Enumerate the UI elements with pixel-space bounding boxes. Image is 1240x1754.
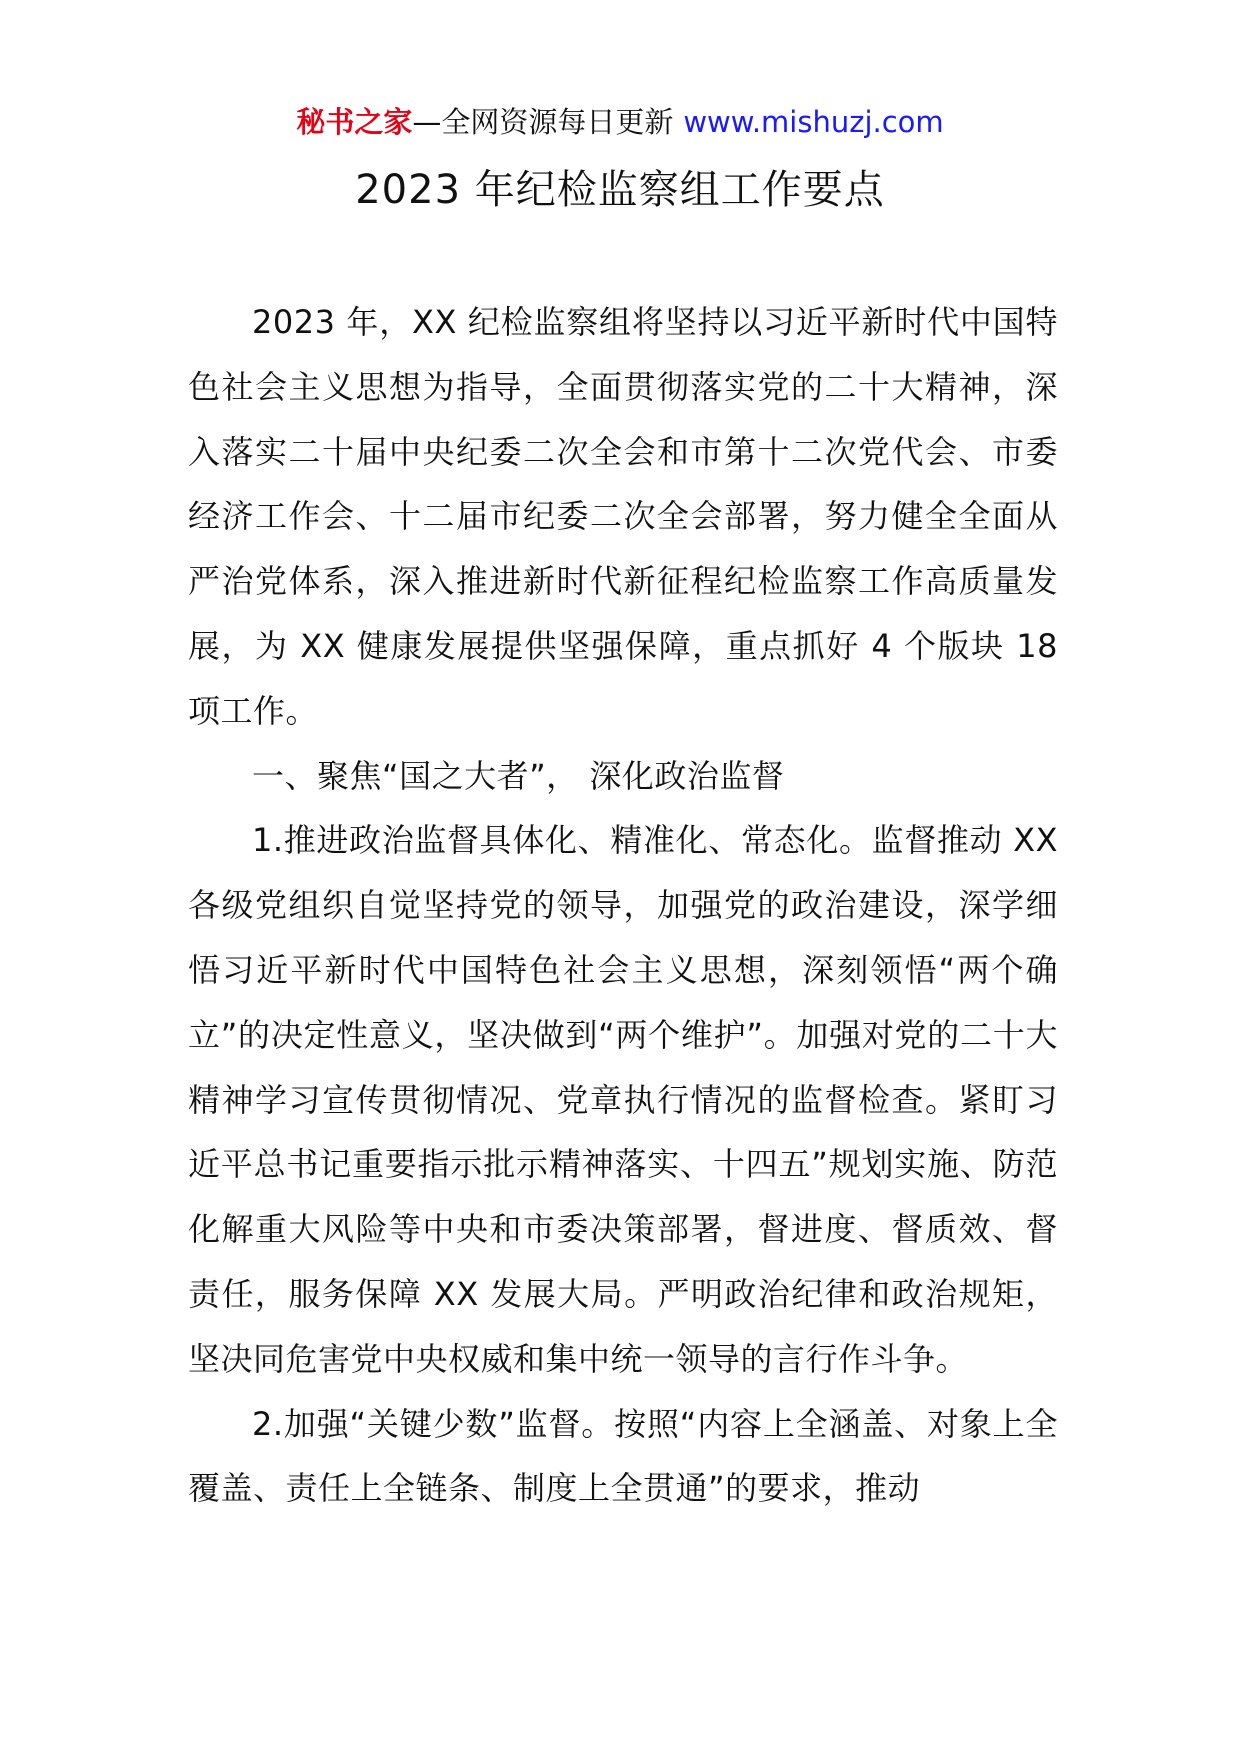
document-title: 2023 年纪检监察组工作要点 <box>355 167 885 213</box>
banner-slogan: —全网资源每日更新 <box>412 105 674 139</box>
section-heading: 一、聚焦“国之大者”， 深化政治监督 <box>252 756 785 795</box>
document-body <box>188 290 1058 1521</box>
site-banner <box>0 100 1240 144</box>
item-paragraph-2: 2.加强“关键少数”监督。按照“内容上全涵盖、对象上全覆盖、责任上全链条、制度上全贯通”的要求，推动 <box>188 1404 1058 1508</box>
site-url-link[interactable]: www.mishuzj.com <box>683 105 944 139</box>
item-paragraph-1: 1.推进政治监督具体化、精准化、常态化。监督推动 XX 各级党组织自觉坚持党的领导，加强党的政治建设，深学细悟习近平新时代中国特色社会主义思想，深刻领悟“两个确立”的决定性意义，坚决做到“两个维护”。加强对党的二十大精神学习宣传贯彻情况、党章执行情况的监督检查。紧盯习近平总书记重要指示批示精神落实、十四五”规划实施、防范化解重大风险等中央和市委决策部署，督进度、督质效、督责任，服务保障 XX 发展大局。严明政治纪律和政治规矩，坚决同危害党中央权威和集中统一领导的言行作斗争。 <box>188 821 1058 1378</box>
intro-paragraph: 2023 年，XX 纪检监察组将坚持以习近平新时代中国特色社会主义思想为指导，全面贯彻落实党的二十大精神，深入落实二十届中央纪委二次全会和市第十二次党代会、市委经济工作会、十二届市纪委二次全会部署，努力健全全面从严治党体系，深入推进新时代新征程纪检监察工作高质量发展，为 XX 健康发展提供坚强保障，重点抓好 4 个版块 18 项工作。 <box>188 303 1058 730</box>
brand-name: 秘书之家 <box>296 105 413 139</box>
